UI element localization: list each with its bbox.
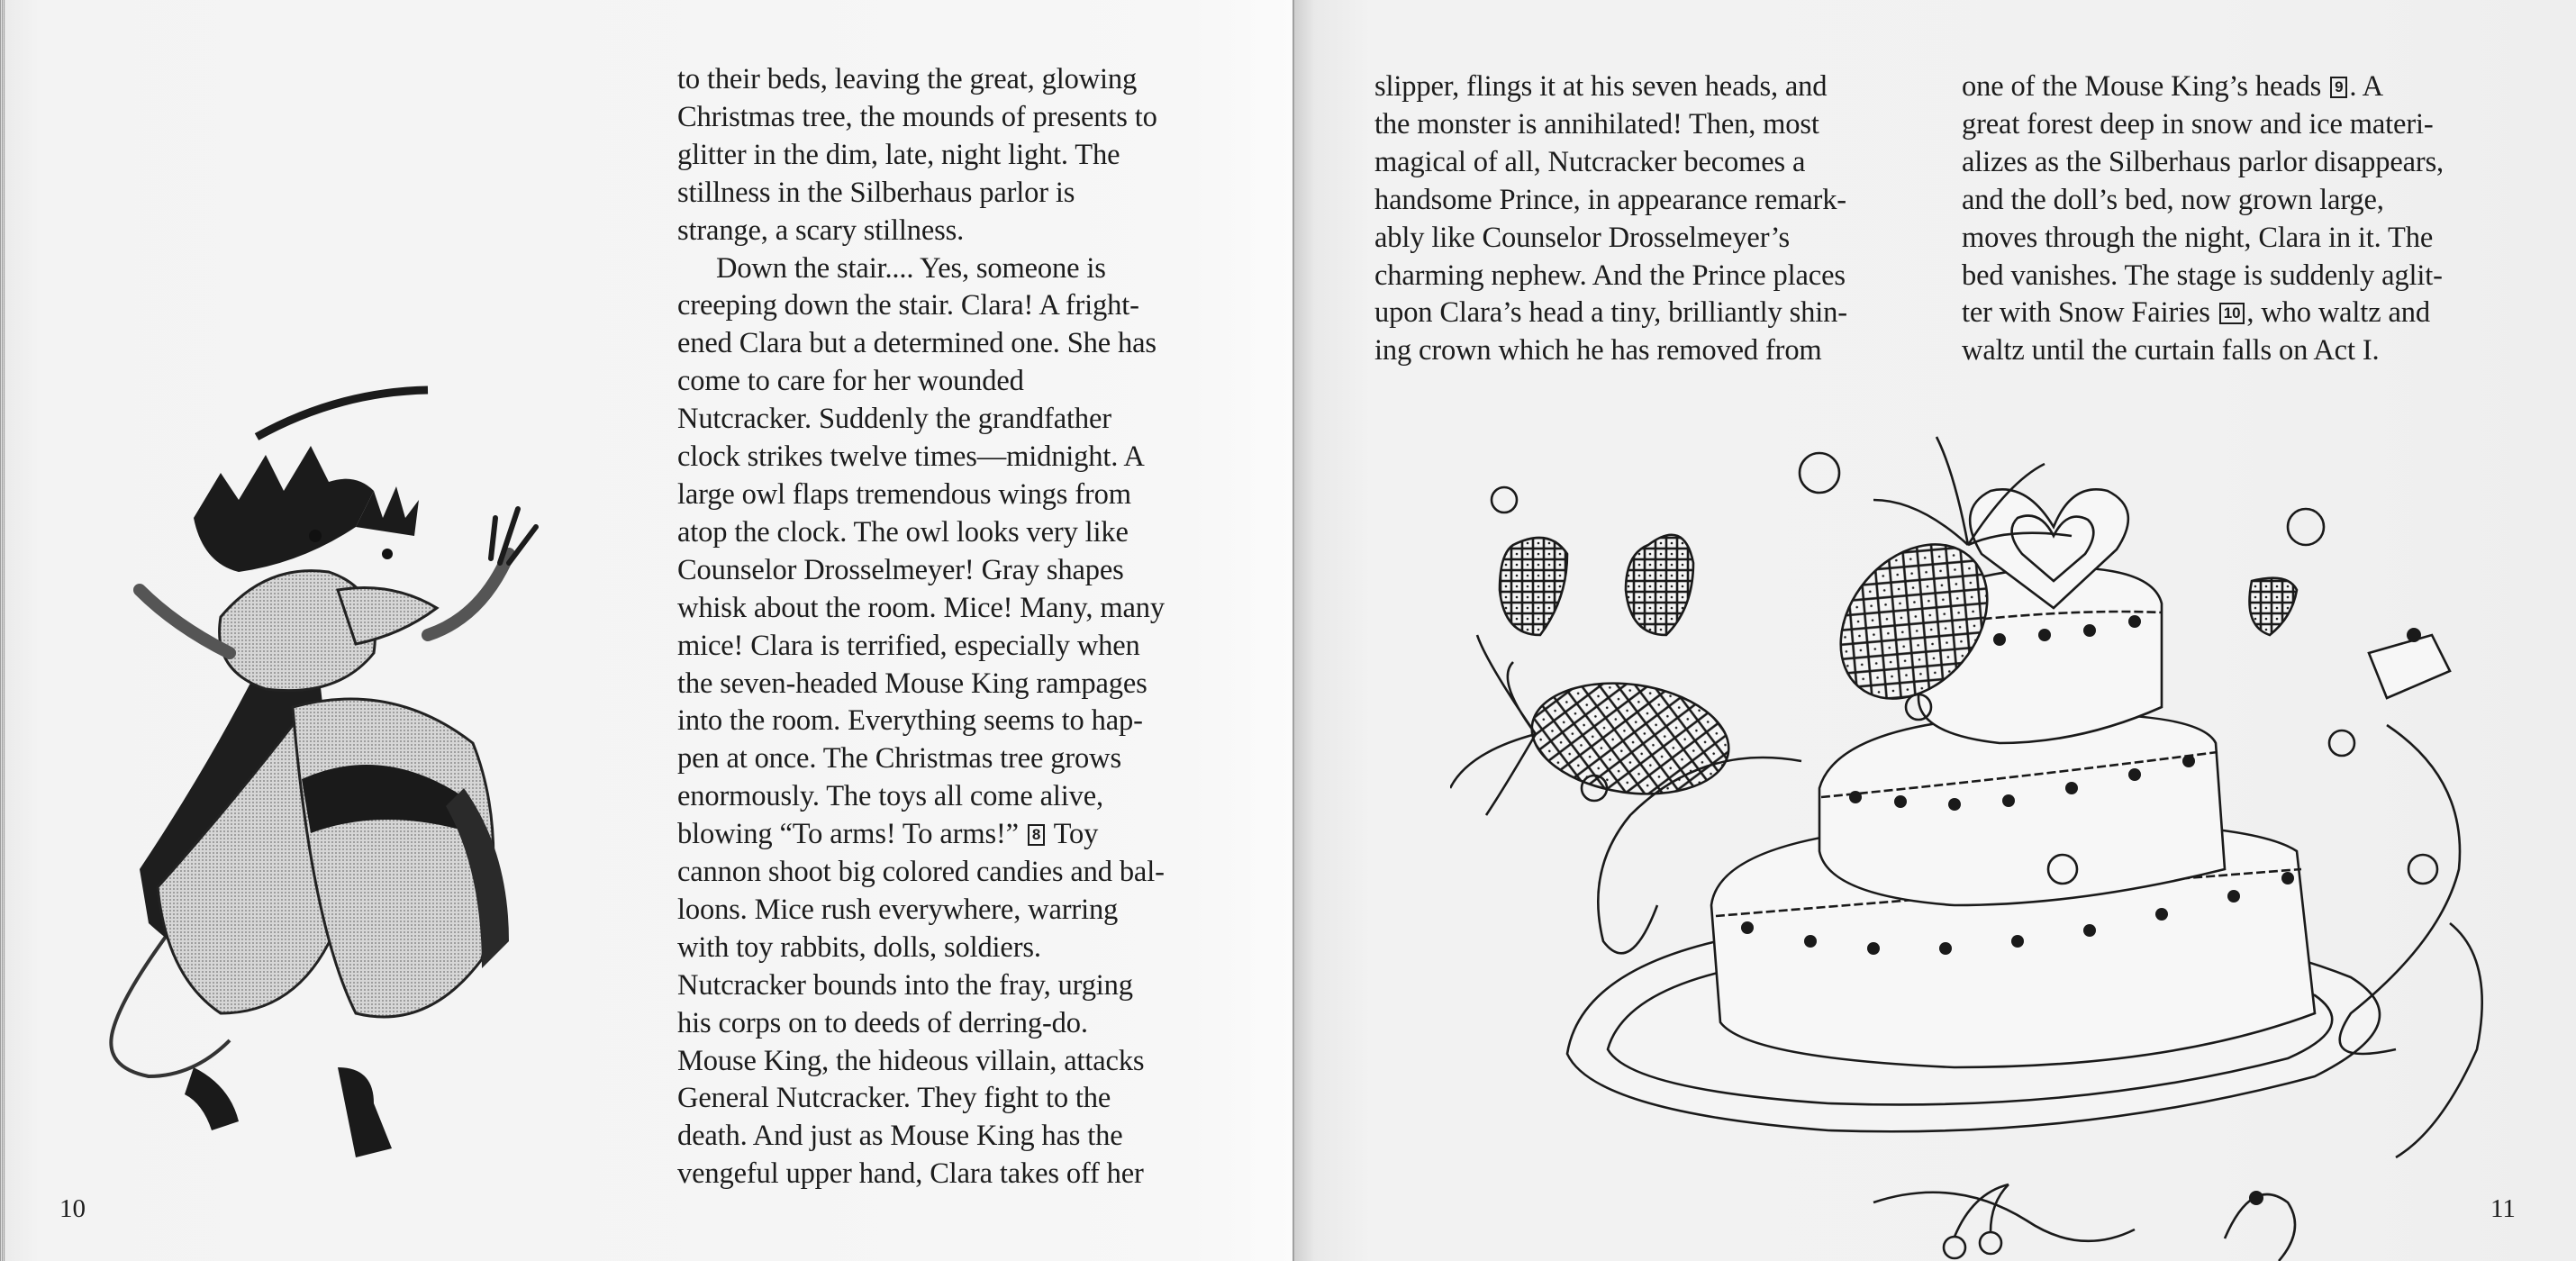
text-line: pen at once. The Christmas tree grows (677, 742, 1121, 776)
text-line: great forest deep in snow and ice materi- (1962, 107, 2434, 141)
text-line: upon Clara’s head a tiny, brilliantly shin- (1374, 296, 1847, 330)
text-line: Nutcracker bounds into the fray, urging (677, 968, 1133, 1002)
text-segment: one of the Mouse King’s heads (1962, 70, 2322, 103)
text-segment: blowing “To arms! To arms!” (677, 818, 1019, 851)
text-line: the monster is annihilated! Then, most (1374, 107, 1819, 141)
text-line: mice! Clara is terrified, especially when (677, 629, 1140, 662)
page-edge (0, 0, 5, 1261)
text-line: glitter in the dim, late, night light. The (677, 138, 1120, 171)
music-cue-marker: 8 (1028, 824, 1045, 846)
text-line: the seven-headed Mouse King rampages (677, 667, 1147, 700)
text-line: vengeful upper hand, Clara takes off her (677, 1157, 1144, 1191)
right-text-column-1 (1374, 68, 1847, 370)
text-line: his corps on to deeds of derring-do. (677, 1006, 1088, 1039)
text-segment: Toy (1053, 818, 1099, 851)
text-segment: ter with Snow Fairies (1962, 296, 2210, 330)
text-line: General Nutcracker. They fight to the (677, 1082, 1111, 1115)
cake-and-sweets-illustration (1450, 365, 2513, 1261)
right-text-column-2 (1962, 68, 2444, 370)
page-number-left: 10 (59, 1194, 86, 1223)
text-line: with toy rabbits, dolls, soldiers. (677, 930, 1041, 964)
text-line: charming nephew. And the Prince places (1374, 259, 1846, 292)
text-line: creeping down the stair. Clara! A fright- (677, 289, 1139, 322)
text-segment: , who waltz and (2246, 296, 2430, 330)
text-line: Mouse King, the hideous villain, attacks (677, 1044, 1145, 1077)
text-line: loons. Mice rush everywhere, warring (677, 893, 1119, 926)
text-line (677, 816, 1165, 854)
text-line: and the doll’s bed, now grown large, (1962, 183, 2384, 216)
text-line: slipper, flings it at his seven heads, and (1374, 70, 1828, 103)
text-line: handsome Prince, in appearance remark- (1374, 183, 1846, 216)
text-line: cannon shoot big colored candies and bal- (677, 856, 1165, 889)
music-cue-marker: 10 (2219, 303, 2245, 324)
text-line (1962, 295, 2444, 332)
text-line: Counselor Drosselmeyer! Gray shapes (677, 553, 1124, 586)
text-line: strange, a scary stillness. (677, 213, 965, 247)
text-line: enormously. The toys all come alive, (677, 780, 1103, 813)
text-line: ing crown which he has removed from (1374, 334, 1822, 367)
text-line: into the room. Everything seems to hap- (677, 704, 1143, 738)
text-line: Christmas tree, the mounds of presents to (677, 100, 1157, 133)
text-line: Down the stair.... Yes, someone is (716, 251, 1106, 285)
text-line: death. And just as Mouse King has the (677, 1120, 1123, 1153)
text-line: whisk about the room. Mice! Many, many (677, 591, 1165, 624)
text-line: moves through the night, Clara in it. The (1962, 221, 2434, 254)
text-line: clock strikes twelve times—midnight. A (677, 440, 1145, 474)
music-cue-marker: 9 (2330, 77, 2347, 98)
text-line: to their beds, leaving the great, glowing (677, 63, 1138, 95)
text-line: alizes as the Silberhaus parlor disappears, (1962, 145, 2444, 178)
text-line: come to care for her wounded (677, 365, 1024, 398)
text-line: waltz until the curtain falls on Act I. (1962, 334, 2380, 367)
page-number-right: 11 (2490, 1194, 2516, 1223)
text-line: stillness in the Silberhaus parlor is (677, 176, 1075, 209)
left-text-column (677, 61, 1165, 1193)
text-line: ened Clara but a determined one. She has (677, 327, 1156, 360)
text-line: Nutcracker. Suddenly the grandfather (677, 403, 1111, 436)
text-line (1962, 68, 2444, 106)
text-line: ably like Counselor Drosselmeyer’s (1374, 221, 1790, 254)
text-line: atop the clock. The owl looks very like (677, 515, 1129, 549)
mouse-king-illustration (86, 383, 572, 1175)
text-line: bed vanishes. The stage is suddenly aglit- (1962, 259, 2443, 292)
text-line: magical of all, Nutcracker becomes a (1374, 145, 1806, 178)
text-line: large owl flaps tremendous wings from (677, 477, 1131, 511)
text-segment: . A (2349, 70, 2383, 103)
